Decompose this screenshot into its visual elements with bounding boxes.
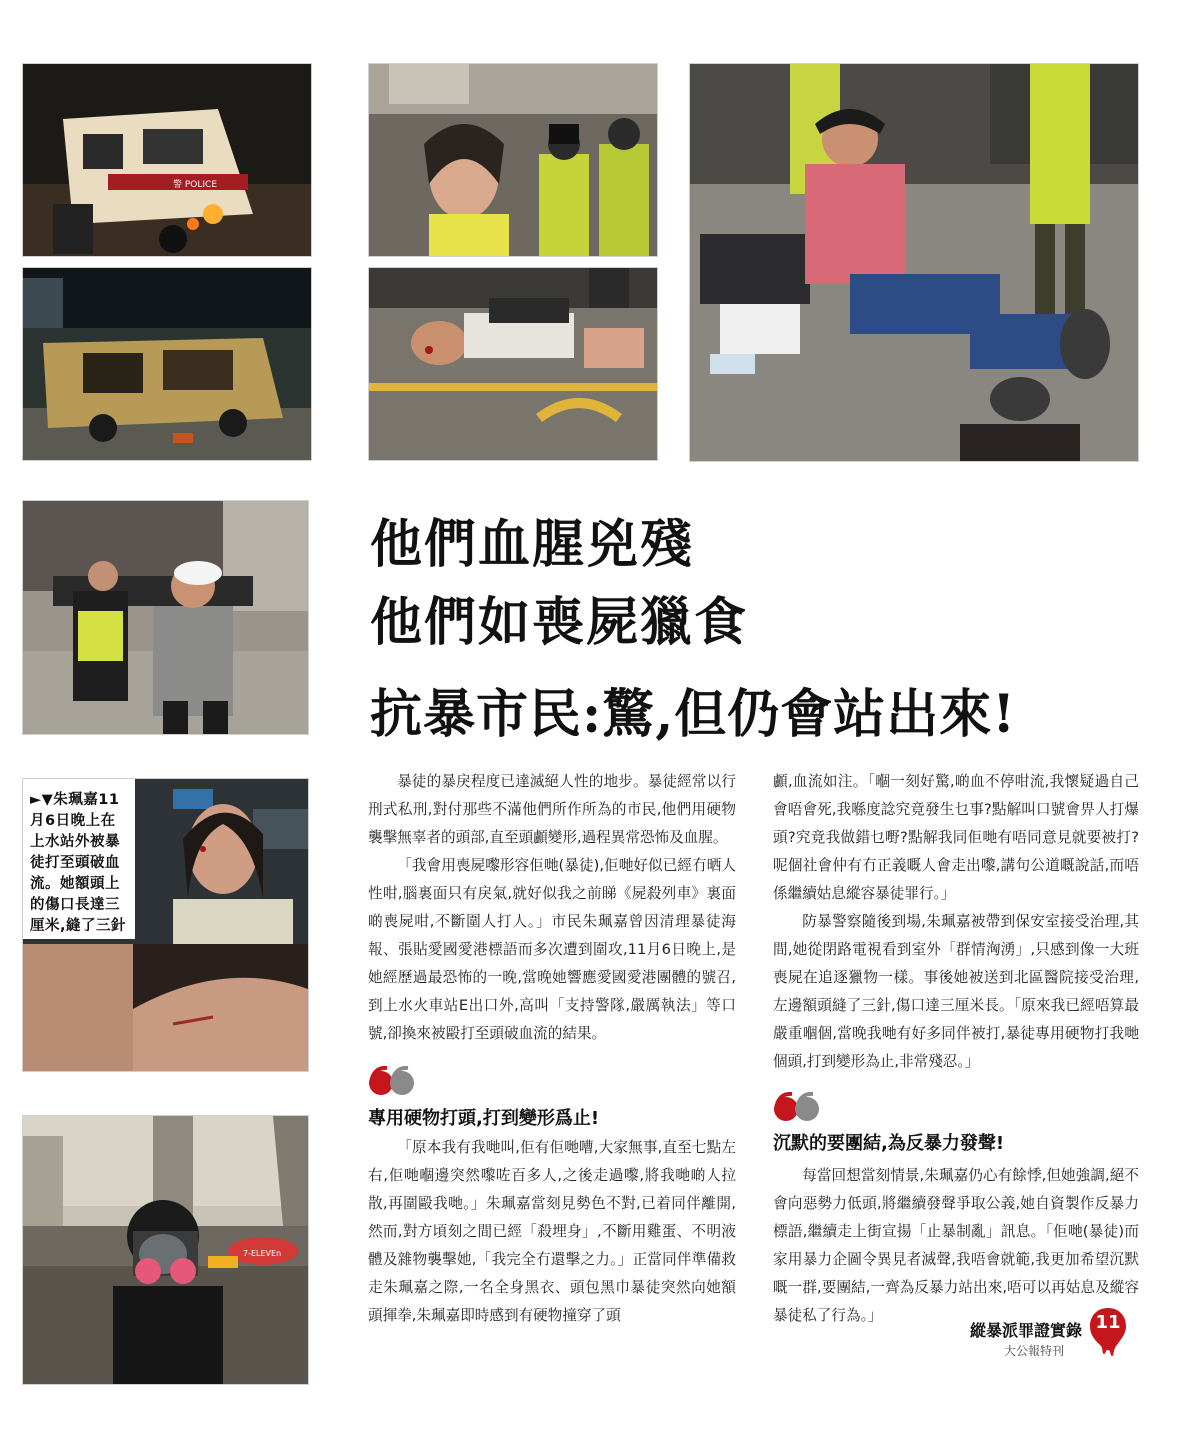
page-number-badge <box>1088 1306 1128 1346</box>
subhead-2: 沉默的要團結,為反暴力發聲! <box>773 1133 1005 1154</box>
article-column-2-cont <box>773 1162 1139 1330</box>
paragraph: 顱,血流如注。「嗰一刻好驚,啲血不停咁流,我懷疑過自己會唔會死,我喺度諗究竟發生乜事?點解叫口號會畀人打爆頭?究竟我做錯乜嘢?點解我同佢哋有唔同意見就要被打?呢個社會仲有冇正義嘅人會走出嚟,講句公道嘅說話,而唔係繼續姑息縱容暴徒罪行。」 <box>773 773 1139 902</box>
paragraph: 「原本我有我哋叫,佢有佢哋嘈,大家無事,直至七點左右,佢哋嗰邊突然嚟咗百多人,之後走過嚟,將我哋啲人拉散,再圍毆我哋。」朱珮嘉當刻見勢色不對,已着同伴離開,然而,對方頃刻之間已經「殺埋身」,不斷用雞蛋、不明液體及雜物襲擊她,「我完全冇還擊之力。」正當同伴準備救走朱珮嘉之際,一名全身黑衣、頭包黑巾暴徒突然向她額頭揮拳,朱珮嘉即時感到有硬物撞穿了頭 <box>368 1139 736 1324</box>
storefront-sign: 7-ELEVEn <box>243 1249 282 1258</box>
subhead-1: 專用硬物打頭,打到變形爲止! <box>368 1108 600 1129</box>
page-number: 11 <box>1095 1312 1121 1333</box>
paragraph: 暴徒的暴戾程度已達滅絕人性的地步。暴徒經常以行刑式私刑,對付那些不滿他們所作所為的市民,他們用硬物襲擊無辜者的頭部,直至頭顱變形,過程異常恐怖及血腥。 <box>368 773 736 846</box>
photo-caption: ►▼朱珮嘉11月6日晚上在上水站外被暴徒打至頭破血流。她額頭上的傷口長達三厘米,縫了三針 <box>30 792 127 934</box>
quote-mark-icon <box>368 1066 416 1096</box>
headline-line-2: 他們如喪屍獵食 <box>370 592 749 653</box>
headline-line-1: 他們血腥兇殘 <box>370 514 695 575</box>
article-column-2 <box>773 768 1139 1076</box>
article-column-1 <box>368 768 736 1048</box>
paragraph: 防暴警察隨後到場,朱珮嘉被帶到保安室接受治理,其間,她從閉路電視看到室外「群情洶湧」,只感到像一大班喪屍在追逐獵物一樣。事後她被送到北區醫院接受治理,左邊額頭縫了三針,傷口達三厘米長。「原來我已經唔算最嚴重嗰個,當晚我哋有好多同伴被打,暴徒專用硬物打我哋個頭,打到變形為止,非常殘忍。」 <box>773 913 1139 1070</box>
photo-masked-rioter <box>22 1115 309 1385</box>
quote-mark-icon <box>773 1092 821 1122</box>
photo-police-van-attack <box>22 63 312 257</box>
photo-burned-van <box>22 267 312 461</box>
photo-injured-man-ground <box>368 267 658 461</box>
van-police-sign: 警 POLICE <box>173 180 218 190</box>
photo-tied-man-sitting <box>689 63 1139 462</box>
paragraph: 「我會用喪屍嚟形容佢哋(暴徒),佢哋好似已經冇晒人性咁,腦裏面只有戾氣,就好似我之前睇《屍殺列車》裏面啲喪屍咁,不斷圍人打人。」市民朱珮嘉曾因清理暴徒海報、張貼愛國愛港標語而多次遭到圍攻,11月6日晚上,是她經歷過最恐怖的一晚,當晚她響應愛國愛港團體的號召,到上水火車站E出口外,高叫「支持警隊,嚴厲執法」等口號,卻換來被毆打至頭破血流的結果。 <box>368 857 736 1042</box>
footer-title: 縱暴派罪證實錄 <box>969 1321 1082 1340</box>
footer-subtitle: 大公報特刊 <box>1003 1344 1064 1358</box>
headline-line-3: 抗暴市民:驚,但仍會站出來! <box>370 684 1017 745</box>
photo-bandaged-man-street <box>22 500 309 735</box>
photo-injured-woman-crowd <box>368 63 658 257</box>
article-column-1-cont <box>368 1134 736 1330</box>
paragraph: 每當回想當刻情景,朱珮嘉仍心有餘悸,但她強調,絕不會向惡勢力低頭,將繼續發聲爭取公義,她自資製作反暴力標語,繼續走上街宣揚「止暴制亂」訊息。「佢哋(暴徒)而家用暴力企圖令異見者滅聲,我唔會就範,我更加希望沉默嘅一群,要團結,一齊為反暴力站出來,唔可以再姑息及縱容暴徒私了行為。」 <box>773 1167 1139 1324</box>
